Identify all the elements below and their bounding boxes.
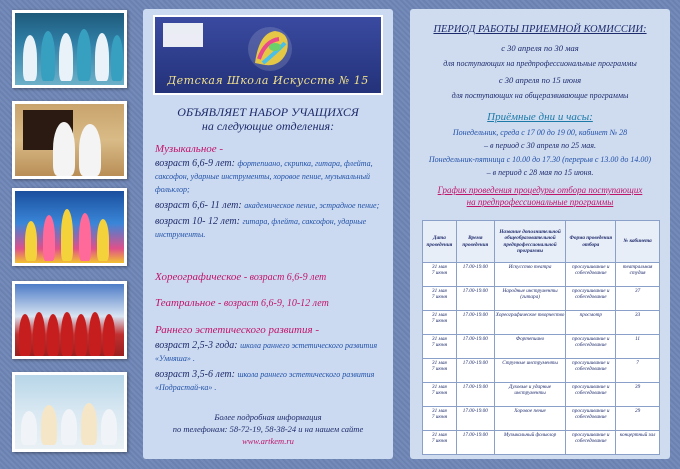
music-age2-label: возраст 6,6- 11 лет: xyxy=(155,200,242,211)
early-age2-label: возраст 3,5-6 лет: xyxy=(155,369,235,380)
table-row xyxy=(423,311,660,335)
announce-subheading: на следующие отделения: xyxy=(201,119,335,133)
reception-line2: – в период с 30 апреля по 25 мая. xyxy=(484,141,596,150)
table-cell: 33 xyxy=(616,311,660,335)
table-cell: 17.00-19.00 xyxy=(456,263,494,287)
table-row xyxy=(423,359,660,383)
table-cell: 31 мая 7 июня xyxy=(423,383,457,407)
schedule-rows xyxy=(423,263,660,455)
table-cell: прослушивание и собеседование xyxy=(566,359,616,383)
table-cell: 17.00-19.00 xyxy=(456,311,494,335)
announce-heading: ОБЪЯВЛЯЕТ НАБОР УЧАЩИХСЯ xyxy=(177,105,359,119)
art-school-emblem-icon xyxy=(235,23,305,77)
table-cell: 17.00-19.00 xyxy=(456,359,494,383)
table-row xyxy=(423,407,660,431)
sheet-music-decoration xyxy=(163,23,203,47)
table-cell: Струнные инструменты xyxy=(494,359,566,383)
table-cell: 31 мая 7 июня xyxy=(423,407,457,431)
table-cell: прослушивание и собеседование xyxy=(566,287,616,311)
school-name: Детская Школа Искусств № 15 xyxy=(167,74,369,87)
early-dev-section xyxy=(155,324,385,394)
admission-panel xyxy=(410,9,670,459)
table-cell: 17.00-19.00 xyxy=(456,407,494,431)
period1: с 30 апреля по 30 мая xyxy=(501,43,579,53)
table-cell: Хоровое пение xyxy=(494,407,566,431)
early-age1-label: возраст 2,5-3 года: xyxy=(155,340,238,351)
reception-line4: – в период с 28 мая по 15 июня. xyxy=(486,168,594,177)
music-title: Музыкальное - xyxy=(155,143,224,155)
table-header-row xyxy=(423,221,660,263)
table-cell: 29 xyxy=(616,407,660,431)
table-cell: Искусство театра xyxy=(494,263,566,287)
choreo-age: - возраст 6,6-9 лет xyxy=(241,272,327,283)
admission-title: ПЕРИОД РАБОТЫ ПРИЕМНОЙ КОМИССИИ: xyxy=(433,24,647,35)
table-cell: 17.00-19.00 xyxy=(456,431,494,455)
dance-photo xyxy=(12,188,127,266)
col-program: Название дополнительной общеобразовательной предпрофессиональной программы xyxy=(494,221,566,263)
period1-for: для поступающих на предпрофессиональные программы xyxy=(443,59,637,68)
period2: с 30 апреля по 15 июня xyxy=(498,75,582,85)
table-cell: театральная студия xyxy=(616,263,660,287)
table-cell: просмотр xyxy=(566,311,616,335)
choir-photo xyxy=(12,10,127,88)
table-cell: Хореографическое творчество xyxy=(494,311,566,335)
reception-title: Приёмные дни и часы: xyxy=(487,111,593,123)
early-title: Раннего эстетического развития - xyxy=(155,324,320,336)
table-cell: 31 мая 7 июня xyxy=(423,287,457,311)
table-cell: Музыкальный фольклор xyxy=(494,431,566,455)
theatre-section xyxy=(155,297,385,310)
music-age3-label: возраст 10- 12 лет: xyxy=(155,216,240,227)
table-cell: 31 мая 7 июня xyxy=(423,335,457,359)
col-time: Время проведения xyxy=(456,221,494,263)
footer-phones: по телефонам: 58-72-19, 58-38-24 и на нашем сайте xyxy=(172,424,364,434)
table-cell: 7 xyxy=(616,359,660,383)
table-cell: Фортепиано xyxy=(494,335,566,359)
table-row xyxy=(423,287,660,311)
table-cell: Духовые и ударные инструменты xyxy=(494,383,566,407)
table-cell: 17.00-19.00 xyxy=(456,335,494,359)
table-row xyxy=(423,335,660,359)
table-cell: прослушивание и собеседование xyxy=(566,263,616,287)
schedule-subtitle: на предпрофессиональные программы xyxy=(466,197,614,207)
table-cell: 31 мая 7 июня xyxy=(423,311,457,335)
schedule-title: График проведения процедуры отбора поступающих xyxy=(437,185,643,195)
choreo-title: Хореографическое xyxy=(155,271,242,283)
piano-kids-photo xyxy=(12,101,127,179)
table-cell: прослушивание и собеседование xyxy=(566,335,616,359)
theatre-age: - возраст 6,6-9, 10-12 лет xyxy=(215,298,329,309)
reception-line3: Понедельник-пятница с 10.00 до 17.30 (перерыв с 13.00 до 14.00) xyxy=(428,155,652,164)
table-cell: 37 xyxy=(616,287,660,311)
table-cell: 39 xyxy=(616,383,660,407)
music-age1-label: возраст 6,6-9 лет: xyxy=(155,158,235,169)
announcement-panel xyxy=(143,9,393,459)
music-age2-text: академическое пение, эстрадное пение; xyxy=(244,201,380,210)
col-date: Дата проведения xyxy=(423,221,457,263)
table-cell: 31 мая 7 июня xyxy=(423,359,457,383)
music-age3-text: гитара, флейта, саксофон, ударные инструменты. xyxy=(155,217,367,239)
selection-schedule-table xyxy=(422,220,660,455)
table-cell: 31 мая 7 июня xyxy=(423,263,457,287)
table-cell: концертный зал xyxy=(616,431,660,455)
reception-line1: Понедельник, среда с 17 00 до 19 00, кабинет № 28 xyxy=(452,128,628,137)
period2-for: для поступающих на общеразвивающие программы xyxy=(451,91,629,100)
table-cell: прослушивание и собеседование xyxy=(566,431,616,455)
table-row xyxy=(423,263,660,287)
table-cell: 17.00-19.00 xyxy=(456,287,494,311)
table-cell: прослушивание и собеседование xyxy=(566,383,616,407)
table-cell: 11 xyxy=(616,335,660,359)
table-cell: Народные инструменты (гитара) xyxy=(494,287,566,311)
table-cell: прослушивание и собеседование xyxy=(566,407,616,431)
table-row xyxy=(423,431,660,455)
school-logo xyxy=(153,15,383,95)
table-cell: 31 мая 7 июня xyxy=(423,431,457,455)
early-age1-text: школа раннего эстетического развития «Умняша» . xyxy=(155,341,378,363)
choreo-section xyxy=(155,271,385,284)
website-link[interactable]: www.artkem.ru xyxy=(242,436,294,446)
contact-footer xyxy=(143,411,393,447)
music-age1-text: фортепиано, скрипка, гитара, флейта, саксофон, ударные инструменты, хоровое пение, музыкальный фольклор; xyxy=(155,159,373,194)
music-section xyxy=(155,143,385,241)
theatre-title: Театральное xyxy=(155,297,216,309)
footer-info: Более подробная информация xyxy=(214,412,322,422)
table-row xyxy=(423,383,660,407)
col-form: Форма проведения отбора xyxy=(566,221,616,263)
kids-group-photo xyxy=(12,372,127,452)
early-age2-text: школа раннего эстетического развития «Подрастай-ка» . xyxy=(155,370,375,392)
folk-ensemble-photo xyxy=(12,281,127,359)
table-cell: 17.00-19.00 xyxy=(456,383,494,407)
col-room: № кабинета xyxy=(616,221,660,263)
